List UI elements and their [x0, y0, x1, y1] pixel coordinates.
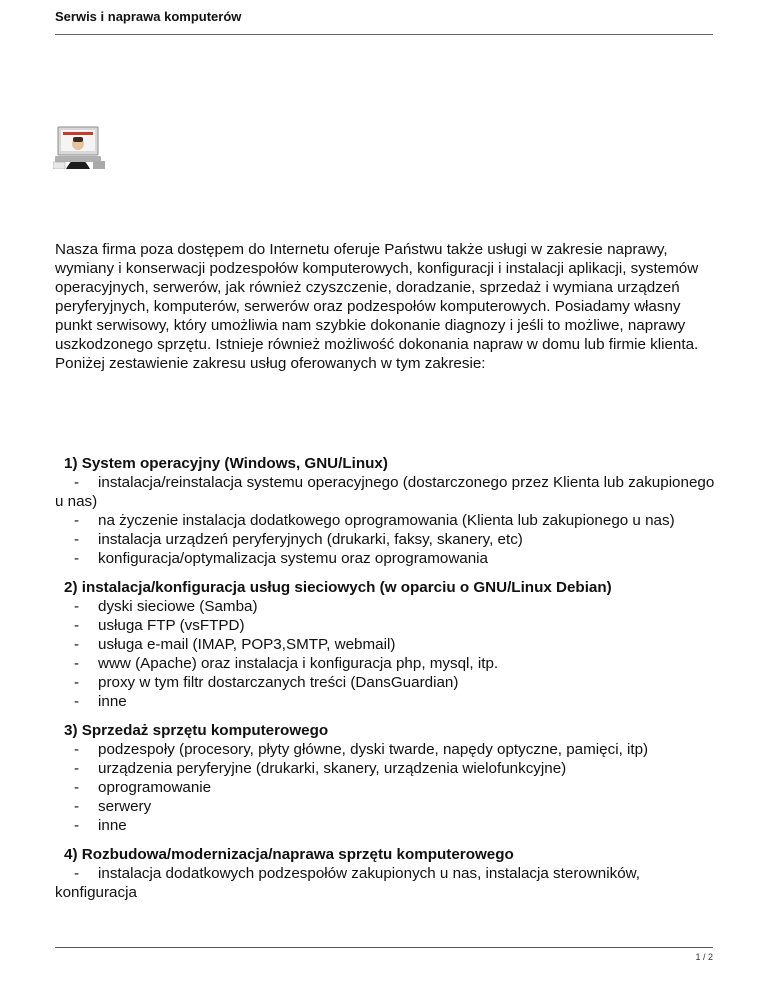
section-network-services — [55, 578, 715, 711]
list-item: - inne — [74, 693, 127, 710]
list-item: - oprogramowanie — [74, 779, 212, 796]
list-item: - instalacja dodatkowych podzespołów zakupionych u nas, instalacja sterowników, konfiguracja — [55, 865, 640, 901]
section-hardware-sales — [55, 721, 715, 835]
list-item: - dyski sieciowe (Samba) — [74, 598, 258, 615]
list-item: - konfiguracja/optymalizacja systemu oraz oprogramowania — [74, 550, 488, 567]
section-heading: 4) Rozbudowa/modernizacja/naprawa sprzętu komputerowego — [64, 846, 514, 863]
page-header-title: Serwis i naprawa komputerów — [55, 9, 242, 24]
list-item: - instalacja urządzeń peryferyjnych (drukarki, faksy, skanery, etc) — [74, 531, 523, 548]
list-item: - serwery — [74, 798, 152, 815]
footer-divider — [55, 947, 713, 948]
section-heading: 2) instalacja/konfiguracja usług sieciowych (w oparciu o GNU/Linux Debian) — [64, 579, 612, 596]
section-hardware-repair — [55, 845, 715, 902]
intro-paragraph: Nasza firma poza dostępem do Internetu oferuje Państwu także usługi w zakresie naprawy, wymiany i konserwacji podzespołów komputerowych, konfiguracji i instalacji aplikacji, systemów operacyjnych, serwerów, jak również czyszczenie, doradzanie, sprzedaż i wymiana urządzeń peryferyjnych, komputerów, serwerów oraz podzespołów komputerowych. Posiadamy własny punkt serwisowy, który umożliwia nam szybkie dokonanie diagnozy i jeśli to możliwe, naprawy uszkodzonego sprzętu. Istnieje również możliwość dokonania napraw w domu lub firmie klienta. Poniżej zestawienie zakresu usług oferowanych w tym zakresie: — [55, 241, 699, 372]
section-heading: 3) Sprzedaż sprzętu komputerowego — [64, 722, 329, 739]
list-item: - proxy w tym filtr dostarczanych treści (DansGuardian) — [74, 674, 459, 691]
services-list — [55, 454, 715, 912]
list-item: - www (Apache) oraz instalacja i konfiguracja php, mysql, itp. — [74, 655, 499, 672]
section-heading: 1) System operacyjny (Windows, GNU/Linux) — [64, 455, 388, 472]
intro-paragraph-container — [55, 240, 715, 373]
section-operating-system — [55, 454, 715, 568]
list-item: - usługa e-mail (IMAP, POP3,SMTP, webmail) — [74, 636, 396, 653]
list-item: - urządzenia peryferyjne (drukarki, skanery, urządzenia wielofunkcyjne) — [74, 760, 567, 777]
list-item: - inne — [74, 817, 127, 834]
person-at-computer-icon — [53, 125, 105, 169]
list-item: - na życzenie instalacja dodatkowego oprogramowania (Klienta lub zakupionego u nas) — [74, 512, 675, 529]
header-divider — [55, 34, 713, 35]
page-number: 1 / 2 — [695, 952, 713, 962]
list-item: - usługa FTP (vsFTPD) — [74, 617, 245, 634]
list-item: - podzespoły (procesory, płyty główne, dyski twarde, napędy optyczne, pamięci, itp) — [74, 741, 649, 758]
list-item: - instalacja/reinstalacja systemu operacyjnego (dostarczonego przez Klienta lub zakupionego u nas) — [55, 474, 715, 510]
